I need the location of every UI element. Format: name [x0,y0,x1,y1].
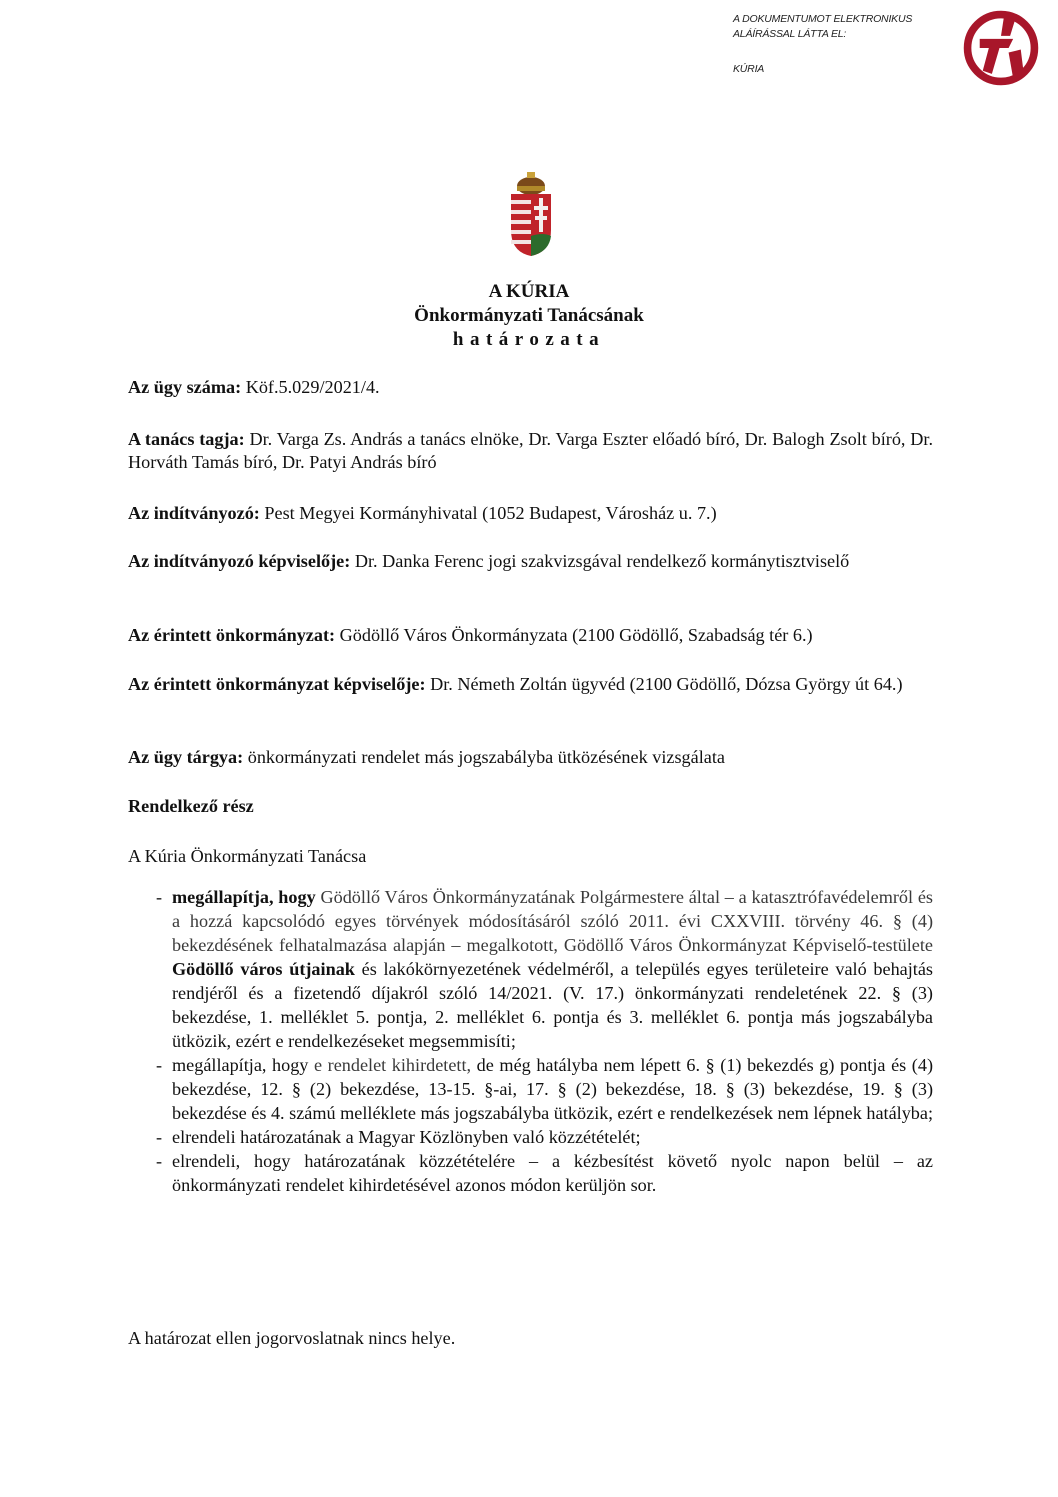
document-title [0,280,1058,352]
title-council: Önkormányzati Tanácsának [414,305,644,326]
case-subject [128,746,933,769]
bullet-dash: - [156,1127,163,1147]
title-decision: határozata [452,329,606,350]
bullet-gray-text: Gödöllő Város Önkormányzatának Polgármestere által – a katasztrófavédelemről és a hozzá kapcsolódó egyes törvények módosításáról szóló 2011. évi CXXVIII. törvény 46. § (4) bekezdésének felhatalmazása alapján – megalkotott, Gödöllő Város Önkormányzat Képviselő-testülete [172,887,933,955]
case-number [128,376,933,399]
bullet-text-1: megállapítja, hogy [172,1055,314,1075]
petitioner-rep-value: Dr. Danka Ferenc jogi szakvizsgával rendelkező kormánytisztviselő [350,551,850,571]
petitioner-representative [128,550,933,573]
petitioner-value: Pest Megyei Kormányhivatal (1052 Budapest, Városház u. 7.) [259,503,717,523]
bullet-dash: - [156,1055,163,1075]
subject-label: Az ügy tárgya: [128,747,244,767]
coat-of-arms-icon [505,170,557,260]
list-item [128,885,933,1053]
title-kuria: A KÚRIA [488,281,570,302]
stamp-line-2: ALÁÍRÁSSAL LÁTTA EL: [733,28,847,40]
municipality-rep-label: Az érintett önkormányzat képviselője: [128,674,426,694]
list-item [128,1053,933,1125]
bullet-dash: - [156,1151,163,1171]
stamp-line-3: KÚRIA [733,63,765,75]
stamp-line-1: A DOKUMENTUMOT ELEKTRONIKUS [733,13,913,25]
petitioner-rep-label: Az indítványozó képviselője: [128,551,351,571]
operative-heading-text: Rendelkező rész [128,796,254,816]
operative-list [128,885,933,1197]
municipality-value: Gödöllő Város Önkormányzata (2100 Gödöllő, Szabadság tér 6.) [335,625,813,645]
list-item [128,1149,933,1197]
case-number-value: Köf.5.029/2021/4. [241,377,380,397]
bullet-bold-title: Gödöllő város útjainak [172,959,355,979]
municipality-representative [128,673,933,696]
bullet-bold-lead: megállapítja, hogy [172,887,316,907]
council-members [128,428,933,474]
closing-statement: A határozat ellen jogorvoslatnak nincs helye. [128,1328,456,1348]
operative-heading [128,795,933,818]
petitioner-label: Az indítványozó: [128,503,260,523]
petitioner [128,502,933,525]
bullet-dash: - [156,887,163,907]
subject-value: önkormányzati rendelet más jogszabályba ütközésének vizsgálata [243,747,725,767]
municipality-label: Az érintett önkormányzat: [128,625,336,645]
list-item [128,1125,933,1149]
case-number-label: Az ügy száma: [128,377,242,397]
municipality-rep-value: Dr. Németh Zoltán ügyvéd (2100 Gödöllő, Dózsa György út 64.) [425,674,903,694]
signature-stamp [733,12,912,77]
council-value: Dr. Varga Zs. András a tanács elnöke, Dr. Varga Eszter előadó bíró, Dr. Balogh Zsolt bíró, Dr. Horváth Tamás bíró, Dr. Patyi András bíró [128,429,933,472]
bullet-text: elrendeli határozatának a Magyar Közlönyben való közzétételét; [172,1127,641,1147]
bullet-text: elrendeli, hogy határozatának közzétételére – a kézbesítést követő nyolc napon belül – az önkormányzati rendelet kihirdetésével azonos módon kerüljön sor. [172,1151,933,1195]
bullet-rest: és lakókörnyezetének védelméről, a település egyes területeire való behajtás rendjéről és a fizetendő díjakról szóló 14/2021. (V. 17.) önkormányzati rendeletének 22. § (3) bekezdése, 1. melléklet 5. pontja, 2. melléklet 6. pontja és 3. melléklet 6. pontja más jogszabályba ütközik, ezért e rendelkezéseket megsemmisíti; [172,959,934,1051]
bullet-gray-text: e rendelet kihirdetett, [313,1055,472,1075]
operative-intro: A Kúria Önkormányzati Tanácsa [128,846,367,866]
bullet-text-2: de még hatályba nem lépett 6. § (1) bekezdés g) pontja és (4) bekezdése, 12. § (2) bekezdése, 13-15. §-ai, 17. § (2) bekezdése, 18. § (3) bekezdése, 19. § (3) bekezdése és 4. számú melléklete más jogszabályba ütközik, ezért e rendelkezések nem lépnek hatályba; [172,1055,934,1123]
council-label: A tanács tagja: [128,429,245,449]
kuria-logo-icon [963,10,1039,86]
affected-municipality [128,624,933,647]
